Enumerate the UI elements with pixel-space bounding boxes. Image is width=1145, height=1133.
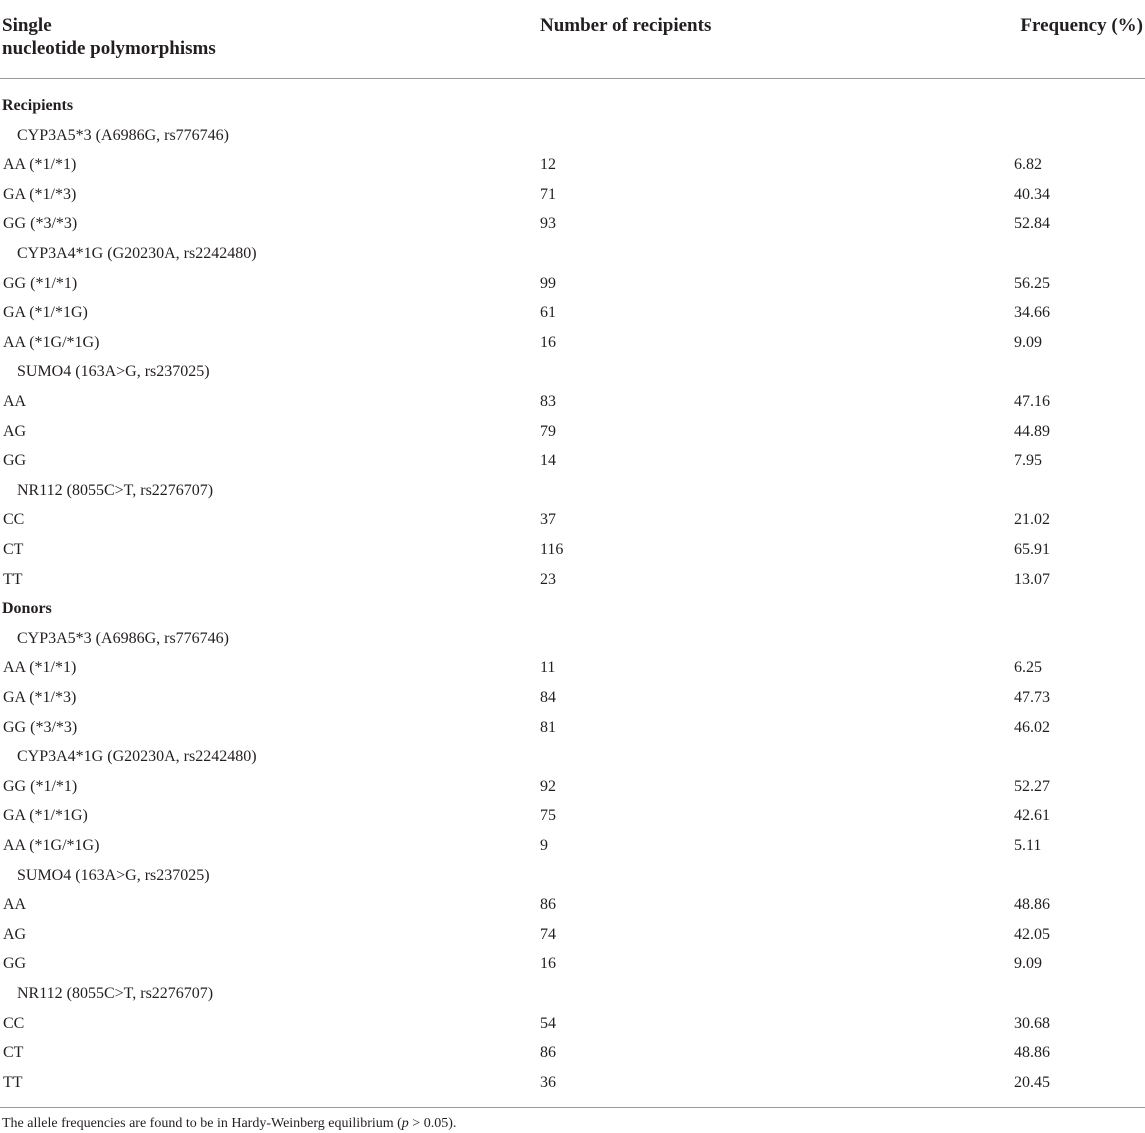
frequency-cell: 65.91 [1014,541,1050,558]
genotype-cell: AA (*1G/*1G) [3,837,100,854]
genotype-cell: AA (*1G/*1G) [3,333,100,351]
frequency-cell: 42.61 [1014,807,1050,825]
frequency-cell: 9.09 [1014,333,1042,351]
gene-label: CYP3A4*1G (G20230A, rs2242480) [17,245,257,262]
gene-row [0,126,1145,156]
table-header [0,0,1145,79]
count-cell: 16 [540,333,556,351]
table-row [0,451,1145,481]
header-number-of-recipients: Number of recipients [540,15,712,36]
count-cell: 93 [540,215,556,233]
genotype-cell: AG [3,422,27,440]
footnote-text-before: The allele frequencies are found to be in Hardy-Weinberg equilibrium ( [2,1116,402,1131]
genotype-cell: CT [3,1044,24,1062]
count-cell: 37 [540,511,556,529]
count-cell: 9 [540,837,548,854]
genotype-cell: GG (*1/*1) [3,777,78,795]
table-row [0,333,1145,363]
footnote [2,1115,456,1132]
gene-row [0,866,1145,896]
table-row [0,540,1145,570]
count-cell: 23 [540,570,556,588]
frequency-cell: 5.11 [1014,837,1042,854]
count-cell: 99 [540,274,556,292]
count-cell: 14 [540,452,556,470]
genotype-cell: AG [3,925,27,943]
table-row [0,1043,1145,1073]
frequency-cell: 40.34 [1014,185,1050,203]
frequency-cell: 46.02 [1014,718,1050,736]
genotype-cell: AA (*1/*1) [3,659,77,677]
frequency-cell: 6.82 [1014,156,1042,174]
table-row [0,392,1145,422]
table-row [0,925,1145,955]
genotype-cell: AA (*1/*1) [3,156,77,174]
genotype-cell: GA (*1/*1G) [3,807,88,825]
frequency-cell: 48.86 [1014,896,1050,914]
genotype-cell: CC [3,1014,25,1032]
frequency-cell: 56.25 [1014,274,1050,292]
frequency-cell: 13.07 [1014,570,1050,588]
frequency-cell: 30.68 [1014,1014,1050,1032]
gene-row [0,629,1145,659]
count-cell: 86 [540,896,556,914]
count-cell: 75 [540,807,556,825]
section-row [0,96,1145,126]
table-footer [0,1107,1145,1131]
table-row [0,274,1145,304]
table-row [0,806,1145,836]
frequency-cell: 21.02 [1014,511,1050,529]
frequency-cell: 47.73 [1014,689,1050,706]
count-cell: 71 [540,185,556,203]
gene-label: CYP3A5*3 (A6986G, rs776746) [17,629,229,647]
footnote-p-symbol: p [401,1116,409,1131]
table-row [0,895,1145,925]
count-cell: 116 [540,541,564,558]
table-row [0,777,1145,807]
count-cell: 86 [540,1044,556,1062]
genotype-cell: CC [3,511,25,529]
section-row [0,599,1145,629]
gene-label: SUMO4 (163A>G, rs237025) [17,866,210,884]
table-row [0,836,1145,866]
header-frequency: Frequency (%) [1020,15,1143,36]
header-snp-line2: nucleotide polymorphisms [2,38,216,59]
frequency-cell: 9.09 [1014,955,1042,973]
header-snp [2,14,362,60]
count-cell: 81 [540,718,556,736]
frequency-cell: 6.25 [1014,659,1042,677]
gene-row [0,481,1145,511]
frequency-cell: 47.16 [1014,393,1050,410]
frequency-cell: 52.27 [1014,777,1050,795]
frequency-cell: 20.45 [1014,1073,1050,1091]
frequency-cell: 44.89 [1014,422,1050,440]
genotype-cell: GA (*1/*1G) [3,304,88,322]
section-label: Recipients [2,97,74,114]
gene-row [0,244,1145,274]
count-cell: 54 [540,1014,556,1032]
genotype-cell: GG (*3/*3) [3,215,78,233]
table-row [0,185,1145,215]
genotype-cell: TT [3,570,23,588]
genotype-cell: AA [3,393,27,410]
table-row [0,1073,1145,1103]
gene-label: SUMO4 (163A>G, rs237025) [17,363,210,381]
genotype-cell: AA [3,896,27,914]
frequency-cell: 52.84 [1014,215,1050,233]
gene-row [0,984,1145,1014]
footnote-text-after: > 0.05). [408,1116,457,1131]
gene-label: CYP3A4*1G (G20230A, rs2242480) [17,748,257,766]
genotype-cell: GG (*1/*1) [3,274,78,292]
table-row [0,303,1145,333]
table-row [0,954,1145,984]
count-cell: 92 [540,777,556,795]
table-row [0,214,1145,244]
count-cell: 11 [540,659,556,677]
frequency-cell: 48.86 [1014,1044,1050,1062]
genotype-cell: GG (*3/*3) [3,718,78,736]
table-row [0,658,1145,688]
table-row [0,688,1145,718]
count-cell: 84 [540,689,556,706]
gene-label: NR112 (8055C>T, rs2276707) [17,481,214,499]
section-label: Donors [2,600,52,618]
table-row [0,1014,1145,1044]
count-cell: 12 [540,156,556,174]
gene-row [0,362,1145,392]
table-row [0,422,1145,452]
count-cell: 79 [540,422,556,440]
header-snp-line1: Single [2,15,52,36]
gene-row [0,747,1145,777]
frequency-cell: 34.66 [1014,304,1050,322]
count-cell: 61 [540,304,556,322]
gene-label: CYP3A5*3 (A6986G, rs776746) [17,126,229,144]
count-cell: 83 [540,393,556,410]
table-row [0,570,1145,600]
frequency-cell: 7.95 [1014,452,1042,470]
count-cell: 36 [540,1073,556,1091]
count-cell: 74 [540,925,556,943]
frequency-cell: 42.05 [1014,925,1050,943]
genotype-cell: GG [3,452,27,470]
count-cell: 16 [540,955,556,973]
genotype-cell: GG [3,955,27,973]
table-row [0,718,1145,748]
genotype-cell: GA (*1/*3) [3,689,77,706]
table-row [0,155,1145,185]
gene-label: NR112 (8055C>T, rs2276707) [17,985,214,1002]
genotype-cell: GA (*1/*3) [3,185,77,203]
genotype-cell: TT [3,1073,23,1091]
genotype-cell: CT [3,541,24,558]
table-row [0,510,1145,540]
